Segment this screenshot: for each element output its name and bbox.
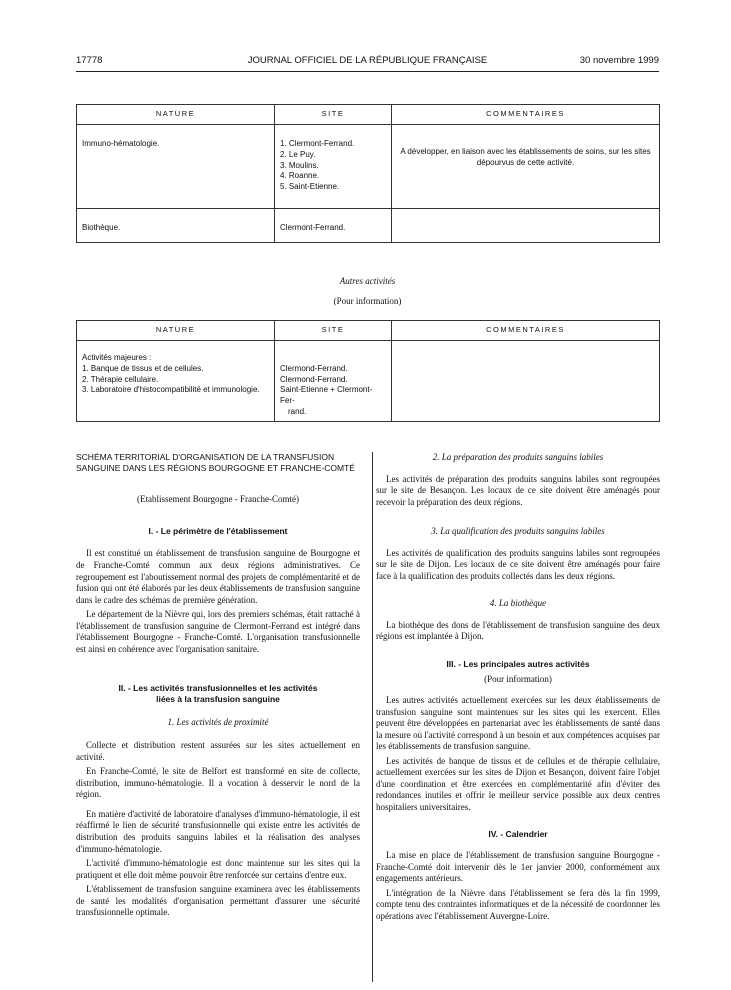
col-header-site: SITE — [275, 321, 392, 341]
col-header-site: SITE — [275, 105, 392, 125]
paragraph: L'établissement de transfusion sanguine examinera avec les établissements de santé les modalités d'organisation permettant d'assurer une sécurité transfusionnelle optimale. — [76, 884, 360, 918]
paragraph: Les activités de qualification des produits sanguins labiles sont regroupées sur le site de Dijon. Les locaux de ce site doivent être aménagés pour faire face à la qualification des produits collectés dans les deux régions. — [376, 547, 660, 581]
paragraph: Les activités de préparation des produits sanguins labiles sont regroupées sur le site de Besançon. Les locaux de ce site doivent être aménagés pour recevoir la préparation des deux régions. — [376, 473, 660, 507]
issue-date: 30 novembre 1999 — [579, 55, 659, 66]
paragraph: La mise en place de l'établissement de transfusion sanguine Bourgogne - Franche-Comté doit intervenir dès le 1er janvier 2000, conformément aux engagements antérieurs. — [376, 850, 660, 884]
site-line: rand. — [288, 406, 307, 416]
site-line: 3. Moulins. — [280, 160, 319, 170]
col-header-nature: NATURE — [77, 105, 275, 125]
cell-sites — [275, 341, 392, 422]
table-row — [77, 209, 660, 243]
paragraph: Le département de la Nièvre qui, lors des premiers schémas, était rattaché à l'établissement de transfusion sanguine de Clermont-Ferrand est intégré dans l'établissement Bourgogne - Franche-Comté. L'organisation transfusionnelle est ainsi en cohérence avec l'organisation sanitaire. — [76, 609, 360, 654]
column-divider — [372, 452, 373, 982]
section-title-autres: Autres activités — [339, 276, 396, 286]
nature-line: 1. Banque de tissus et de cellules. — [82, 363, 204, 373]
paragraph: Les autres activités actuellement exercées sur les deux établissements de transfusion sanguine sont maintenues sur les sites qui les exercent. Elles peuvent être développées en partenariat avec les établissements de santé dans la mesure où l'activité correspond à un besoin et aux compétences acquises par les établissements de transfusion sanguine. — [376, 695, 660, 752]
site-line: 1. Clermont-Ferrand. — [280, 139, 355, 148]
paragraph: Les activités de banque de tissus et de cellules et de thérapie cellulaire, actuellement exercées sur les sites de Dijon et Besançon, doivent faire l'objet d'une coordination et être exercées en complémentarité afin d'éviter des redondances inutiles et offrir le meilleur service possible aux deux centres hospitaliers universitaires. — [376, 755, 660, 812]
section-heading-3: III. - Les principales autres activités — [446, 658, 590, 669]
cell-nature: Biothèque. — [77, 209, 275, 243]
paragraph: L'activité d'immuno-hématologie est donc maintenue sur les sites qui la pratiquent et elle doit même pouvoir être renforcée sur certains d'entre eux. — [76, 858, 360, 880]
site-line: 5. Saint-Etienne. — [280, 182, 340, 192]
paragraph: La biothèque des dons de l'établissement de transfusion sanguine des deux régions est implantée à Dijon. — [376, 619, 660, 642]
paragraph: L'intégration de la Nièvre dans l'établissement se fera dès la fin 1999, compte tenu des contraintes informatiques et de la nécessité de coordonner les opérations avec l'établissement Auvergne-Loire. — [376, 887, 660, 921]
right-column — [376, 452, 660, 925]
site-line: 4. Roanne. — [280, 171, 320, 181]
paragraph: En Franche-Comté, le site de Belfort est transformé en site de collecte, distribution, immuno-hématologie. Il a vocation à desservir le nord de la région. — [76, 766, 360, 800]
table-row — [77, 341, 660, 422]
paragraph: En matière d'activité de laboratoire d'analyses d'immuno-hématologie, il est réaffirmé le lien de sécurité transfusionnelle qui existe entre les activités de distribution des produits sanguins labiles et la réalisation des analyses d'immuno-hématologie. — [76, 808, 360, 854]
paragraph: Collecte et distribution restent assurées sur les sites actuellement en activité. — [76, 740, 360, 762]
header-rule — [76, 71, 659, 72]
table-sites-2 — [76, 320, 660, 422]
cell-nature: Immuno-hématologie. — [77, 125, 275, 209]
subsection-heading: 1. Les activités de proximité — [167, 716, 269, 727]
cell-comment — [392, 341, 660, 422]
section-heading-2: II. - Les activités transfusionnelles et les activités liées à la transfusion sanguine — [118, 683, 318, 704]
cell-comment — [392, 209, 660, 243]
site-line: Saint-Etienne + Clermont-Fer- — [280, 385, 373, 406]
nature-line: Activités majeures : — [82, 353, 152, 362]
paragraph: Il est constitué un établissement de transfusion sanguine de Bourgogne et de Franche-Comté commun aux deux régions administratives. Ce regroupement est l'aboutissement normal des projets de complémentarité et de fusion qui ont été élaborés par les deux établissements de transfusion sanguine dans le cadre des schémas de première génération. — [76, 548, 360, 605]
subsection-heading: 2. La préparation des produits sanguins labiles — [432, 452, 604, 462]
site-line — [280, 353, 386, 364]
page-number: 17778 — [76, 55, 103, 66]
site-line: Clermond-Ferrand. — [280, 374, 348, 384]
site-line: 2. Le Puy. — [280, 149, 316, 159]
table-row — [77, 125, 660, 209]
nature-line: 2. Thérapie cellulaire. — [82, 374, 159, 384]
cell-comment: A développer, en liaison avec les établissements de soins, sur les sites dépourvus de cette activité. — [392, 125, 660, 209]
site-line: Clermond-Ferrand. — [280, 363, 348, 373]
col-header-comments: COMMENTAIRES — [392, 321, 660, 341]
col-header-comments: COMMENTAIRES — [392, 105, 660, 125]
schema-title: SCHÉMA TERRITORIAL D'ORGANISATION DE LA TRANSFUSION SANGUINE DANS LES RÉGIONS BOURGOGNE ET FRANCHE-COMTÉ — [76, 452, 355, 474]
left-column — [76, 452, 360, 922]
subsection-heading: 4. La biothèque — [489, 598, 547, 609]
section-heading-4: IV. - Calendrier — [488, 829, 548, 840]
subsection-heading: 3. La qualification des produits sanguins labiles — [431, 526, 605, 537]
nature-line: 3. Laboratoire d'histocompatibilité et immunologie. — [82, 385, 260, 395]
journal-title: JOURNAL OFFICIEL DE LA RÉPUBLIQUE FRANÇAISE — [247, 55, 488, 66]
table-sites-1 — [76, 104, 660, 243]
cell-sites — [275, 125, 392, 209]
cell-nature — [77, 341, 275, 422]
section-subtitle: (Pour information) — [484, 673, 552, 684]
cell-sites: Clermont-Ferrand. — [275, 209, 392, 243]
section-subtitle: (Pour information) — [333, 296, 402, 306]
etablissement-label: (Etablissement Bourgogne - Franche-Comté) — [136, 494, 300, 505]
col-header-nature: NATURE — [77, 321, 275, 341]
section-heading-1: I. - Le périmètre de l'établissement — [148, 525, 288, 536]
